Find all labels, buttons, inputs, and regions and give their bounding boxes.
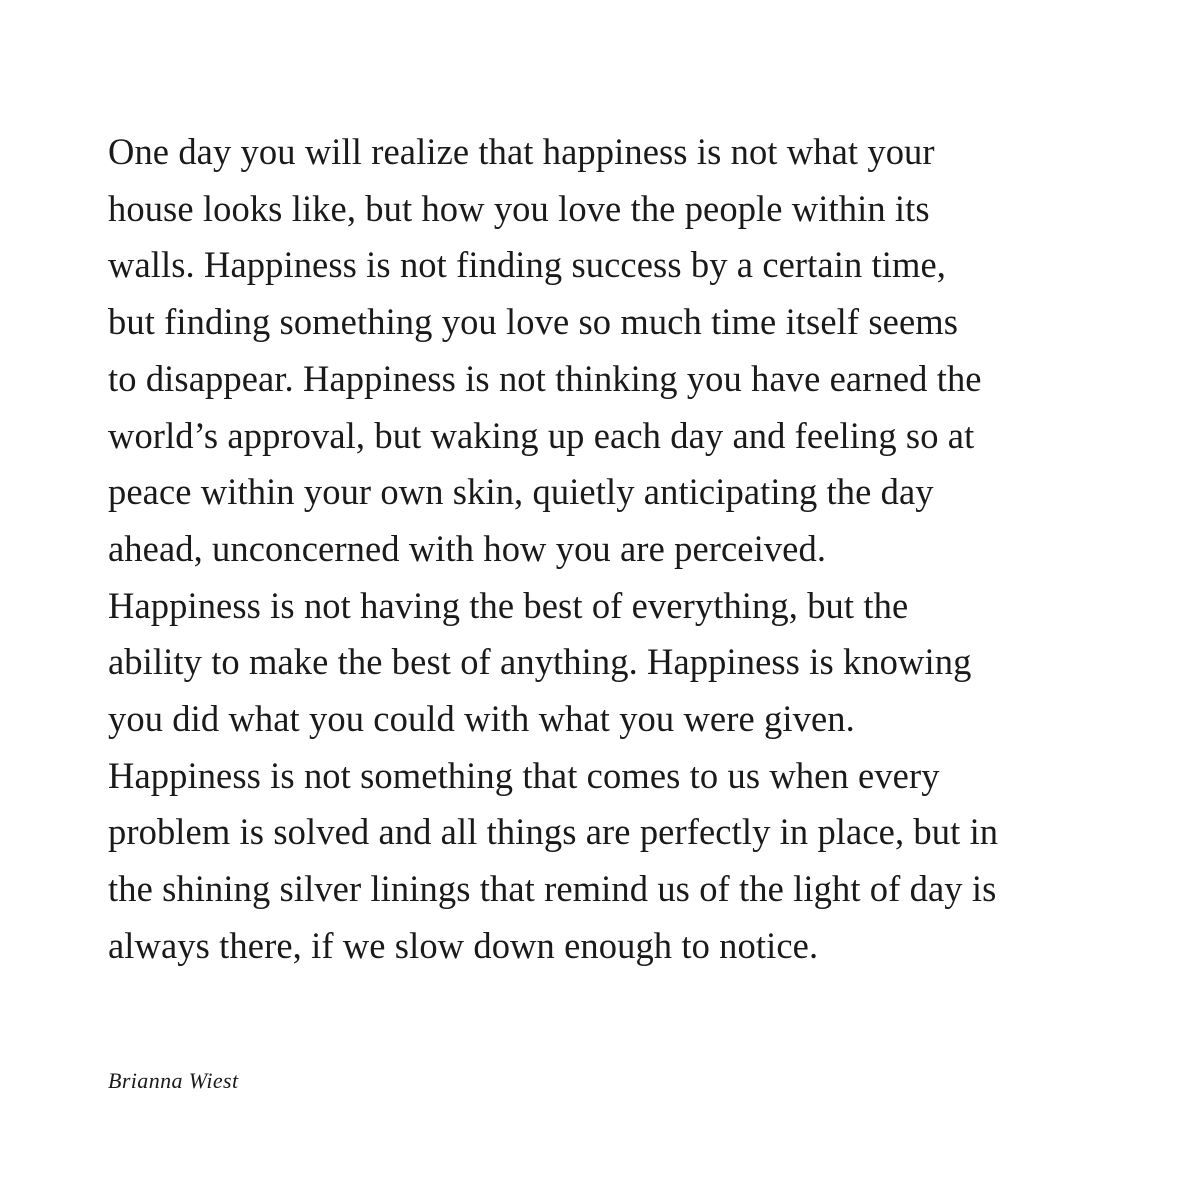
quote-line: ahead, unconcerned with how you are perceived. xyxy=(108,527,827,569)
quote-line: Happiness is not having the best of everything, but the xyxy=(108,584,909,626)
quote-line: peace within your own skin, quietly anticipating the day xyxy=(108,471,934,513)
quote-text xyxy=(108,124,1168,975)
quote-line: always there, if we slow down enough to notice. xyxy=(108,924,819,966)
quote-line: One day you will realize that happiness is not what your xyxy=(108,131,935,172)
author-name: Brianna Wiest xyxy=(108,1068,239,1093)
quote-line: to disappear. Happiness is not thinking you have earned the xyxy=(108,357,982,399)
quote-line: walls. Happiness is not finding success by a certain time, xyxy=(108,244,947,286)
quote-line: but finding something you love so much time itself seems xyxy=(108,301,959,343)
quote-line: the shining silver linings that remind us of the light of day is xyxy=(108,868,997,910)
quote-line: house looks like, but how you love the people within its xyxy=(108,187,930,229)
quote-line: problem is solved and all things are perfectly in place, but in xyxy=(108,811,999,853)
quote-line: ability to make the best of anything. Happiness is knowing xyxy=(108,641,972,683)
quote-line: world’s approval, but waking up each day and feeling so at xyxy=(108,414,975,456)
quote-line: you did what you could with what you were given. xyxy=(108,698,855,740)
quote-line: Happiness is not something that comes to us when every xyxy=(108,754,940,796)
